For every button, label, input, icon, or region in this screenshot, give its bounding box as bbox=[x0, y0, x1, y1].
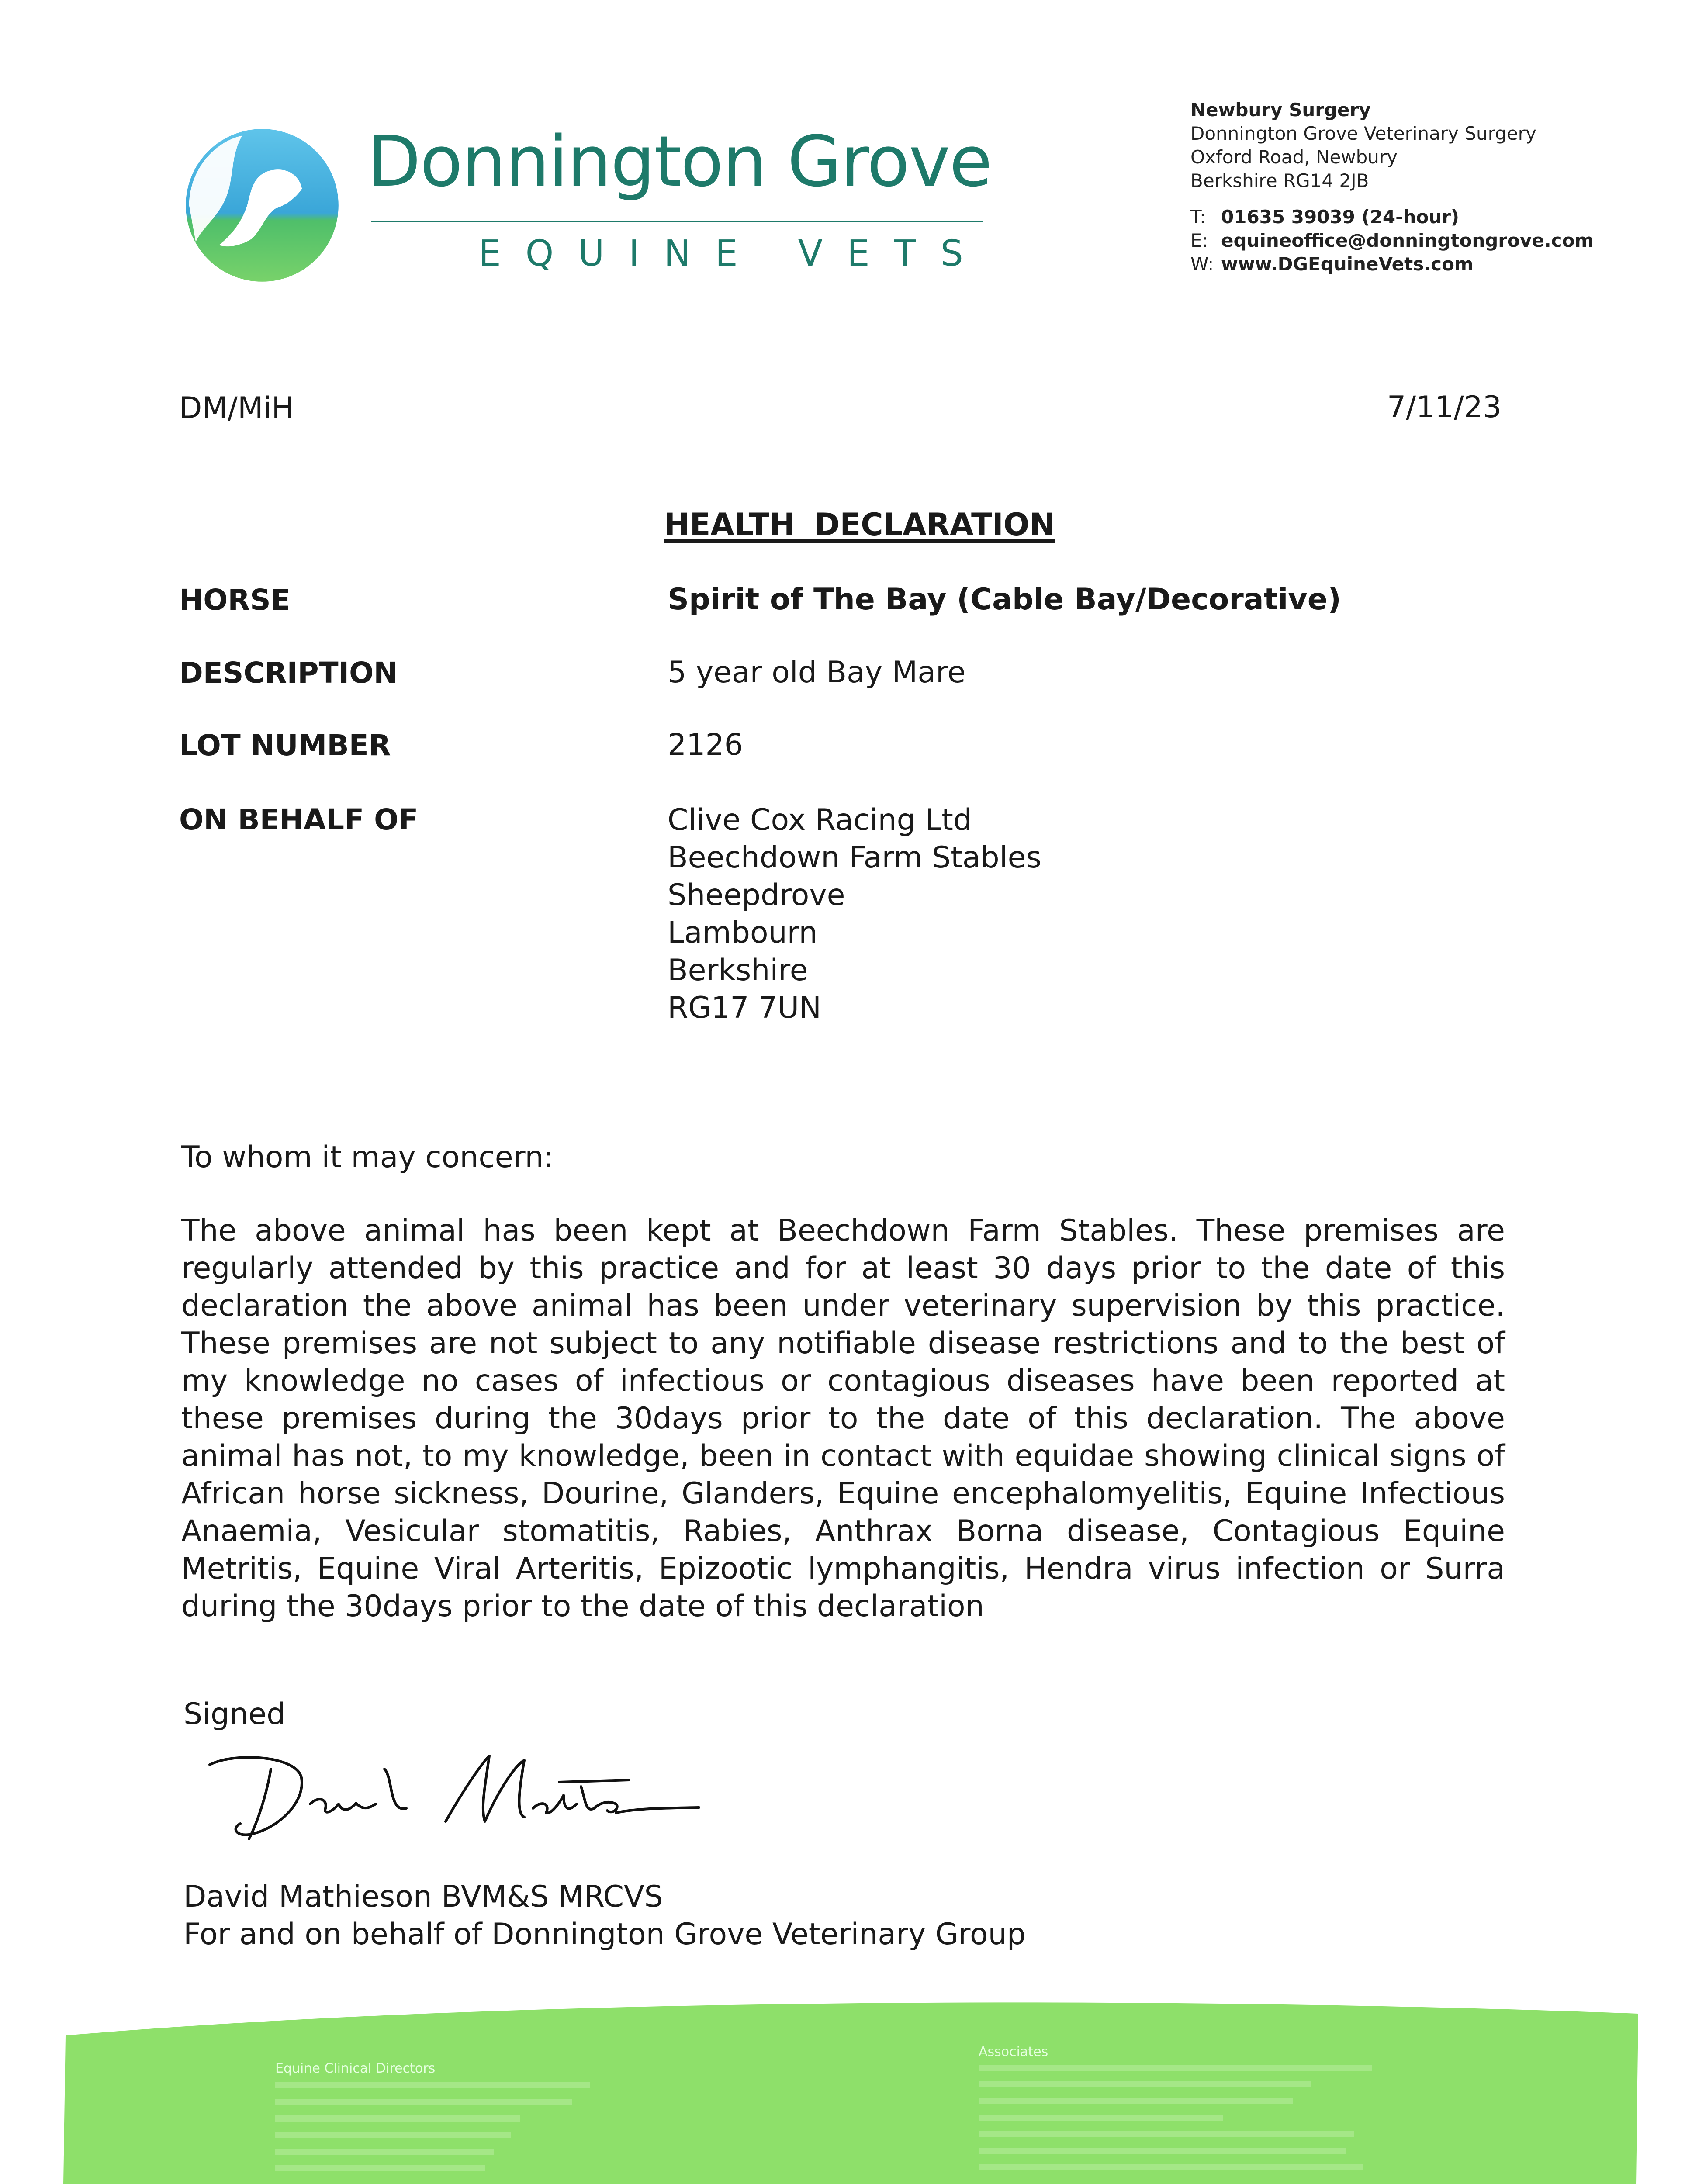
surgery-line: Berkshire RG14 2JB bbox=[1190, 170, 1369, 191]
surgery-address bbox=[1190, 98, 1536, 193]
directors-heading: Equine Clinical Directors bbox=[275, 2061, 436, 2076]
signature-icon bbox=[201, 1738, 703, 1852]
greeting: To whom it may concern: bbox=[181, 1140, 554, 1175]
signatory bbox=[183, 1878, 1026, 1953]
on-behalf-address bbox=[668, 802, 1041, 1027]
document-title: HEALTH DECLARATION bbox=[664, 507, 1055, 543]
contact-key: T: bbox=[1190, 206, 1206, 228]
on-behalf-label: ON BEHALF OF bbox=[179, 803, 419, 836]
contact-email bbox=[1190, 229, 1594, 252]
brand-subtitle: EQUINE VETS bbox=[478, 233, 988, 274]
contact-web bbox=[1190, 252, 1594, 276]
contact-block bbox=[1190, 205, 1594, 276]
address-line: Lambourn bbox=[668, 916, 818, 950]
surgery-line: Donnington Grove Veterinary Surgery bbox=[1190, 123, 1536, 144]
letter-date: 7/11/23 bbox=[1387, 390, 1502, 425]
footer-band bbox=[0, 1992, 1685, 2184]
signatory-organisation: For and on behalf of Donnington Grove Veterinary Group bbox=[183, 1917, 1026, 1952]
address-line: RG17 7UN bbox=[668, 991, 821, 1025]
website-link[interactable]: www.DGEquineVets.com bbox=[1221, 253, 1474, 275]
reference-code: DM/MiH bbox=[179, 391, 294, 425]
brand-divider bbox=[371, 221, 983, 222]
brand-name: Donnington Grove bbox=[367, 121, 992, 202]
lot-number-value: 2126 bbox=[668, 728, 744, 762]
brand-logo-icon bbox=[179, 122, 345, 288]
description-label: DESCRIPTION bbox=[179, 656, 398, 690]
signed-label: Signed bbox=[183, 1697, 286, 1731]
contact-key: W: bbox=[1190, 253, 1214, 275]
horse-label: HORSE bbox=[179, 583, 291, 617]
associates-list bbox=[979, 2060, 1372, 2170]
surgery-line: Oxford Road, Newbury bbox=[1190, 146, 1398, 168]
address-line: Clive Cox Racing Ltd bbox=[668, 803, 972, 837]
contact-key: E: bbox=[1190, 230, 1208, 251]
phone-number[interactable]: 01635 39039 (24-hour) bbox=[1221, 206, 1460, 228]
associates-heading: Associates bbox=[979, 2044, 1048, 2060]
horse-value: Spirit of The Bay (Cable Bay/Decorative) bbox=[668, 582, 1341, 617]
surgery-title: Newbury Surgery bbox=[1190, 99, 1371, 121]
email-link[interactable]: equineoffice@donningtongrove.com bbox=[1221, 230, 1594, 251]
address-line: Sheepdrove bbox=[668, 878, 845, 912]
directors-list bbox=[275, 2077, 590, 2171]
contact-phone bbox=[1190, 205, 1594, 229]
signatory-name: David Mathieson BVM&S MRCVS bbox=[183, 1880, 663, 1914]
address-line: Berkshire bbox=[668, 953, 808, 988]
lot-number-label: LOT NUMBER bbox=[179, 729, 391, 762]
description-value: 5 year old Bay Mare bbox=[668, 655, 966, 690]
declaration-body: The above animal has been kept at Beechdown Farm Stables. These premises are regularly attended by this practice and for at least 30 days prior to the date of this declaration the above animal has been under veterinary supervision by this practice. These premises are not subject to any notifiable disease restrictions and to the best of my knowledge no cases of infectious or contagious diseases have been reported at these premises during the 30days prior to the date of this declaration. The above animal has not, to my knowledge, been in contact with equidae showing clinical signs of African horse sickness, Dourine, Glanders, Equine encephalomyelitis, Equine Infectious Anaemia, Vesicular stomatitis, Rabies, Anthrax Borna disease, Contagious Equine Metritis, Equine Viral Arteritis, Epizootic lymphangitis, Hendra virus infection or Surra during the 30days prior to the date of this declaration bbox=[181, 1213, 1505, 1624]
address-line: Beechdown Farm Stables bbox=[668, 840, 1041, 875]
